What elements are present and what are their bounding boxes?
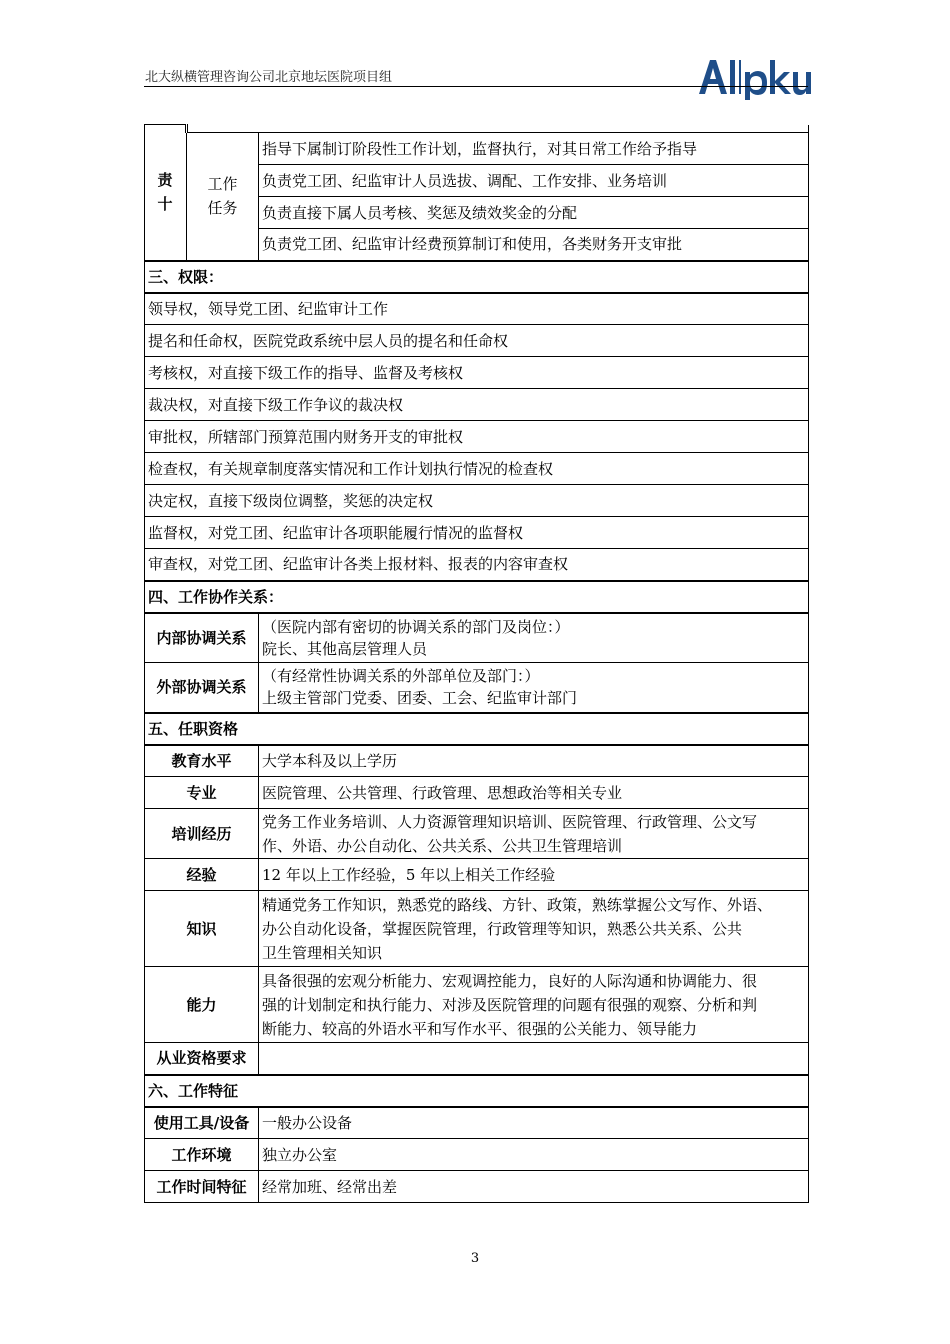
- authority-item: 检查权，有关规章制度落实情况和工作计划执行情况的检查权: [145, 453, 809, 485]
- authority-item: 裁决权，对直接下级工作争议的裁决权: [145, 389, 809, 421]
- job-description-table: [144, 124, 809, 1203]
- qualification-label: 培训经历: [145, 809, 259, 859]
- qualification-value: 精通党务工作知识，熟悉党的路线、方针、政策，熟练掌握公文写作、外语、 办公自动化设备，掌握医院管理，行政管理等知识，熟悉公共关系、公共 卫生管理相关知识: [259, 891, 809, 967]
- responsibility-side-label: 责 十: [145, 125, 187, 261]
- feature-value: 经常加班、经常出差: [259, 1171, 809, 1203]
- qualification-value: 具备很强的宏观分析能力、宏观调控能力，良好的人际沟通和协调能力、很 强的计划制定和执行能力、对涉及医院管理的问题有很强的观察、分析和判 断能力、较高的外语水平和写作水平、很强的公关能力、领导能力: [259, 967, 809, 1043]
- qualification-value: 12 年以上工作经验，5 年以上相关工作经验: [259, 859, 809, 891]
- internal-coordination-value: （医院内部有密切的协调关系的部门及岗位：） 院长、其他高层管理人员: [259, 613, 809, 663]
- qualification-label: 教育水平: [145, 745, 259, 777]
- header-org-name: 北大纵横管理咨询公司北京地坛医院项目组: [145, 70, 393, 85]
- feature-label: 工作时间特征: [145, 1171, 259, 1203]
- feature-label: 工作环境: [145, 1139, 259, 1171]
- header-rule: [144, 86, 808, 87]
- alpku-logo: [697, 56, 812, 100]
- authority-item: 提名和任命权，医院党政系统中层人员的提名和任命权: [145, 325, 809, 357]
- authority-item: 领导权，领导党工团、纪监审计工作: [145, 293, 809, 325]
- section-qualification-title: 五、任职资格: [145, 713, 809, 745]
- qualification-label: 知识: [145, 891, 259, 967]
- top-spacer-row: [145, 125, 809, 133]
- task-item: 指导下属制订阶段性工作计划，监督执行，对其日常工作给予指导: [259, 133, 809, 165]
- authority-item: 审查权，对党工团、纪监审计各类上报材料、报表的内容审查权: [145, 549, 809, 581]
- feature-value: 一般办公设备: [259, 1107, 809, 1139]
- authority-item: 决定权，直接下级岗位调整，奖惩的决定权: [145, 485, 809, 517]
- qualification-label: 能力: [145, 967, 259, 1043]
- qualification-label: 专业: [145, 777, 259, 809]
- feature-label: 使用工具/设备: [145, 1107, 259, 1139]
- task-item: 负责党工团、纪监审计人员选拔、调配、工作安排、业务培训: [259, 165, 809, 197]
- work-task-label: 工作 任务: [187, 133, 259, 261]
- authority-item: 监督权，对党工团、纪监审计各项职能履行情况的监督权: [145, 517, 809, 549]
- task-item: 负责党工团、纪监审计经费预算制订和使用，各类财务开支审批: [259, 229, 809, 261]
- feature-value: 独立办公室: [259, 1139, 809, 1171]
- internal-coordination-label: 内部协调关系: [145, 613, 259, 663]
- page-number: 3: [470, 1251, 480, 1266]
- section-cooperation-title: 四、工作协作关系：: [145, 581, 809, 613]
- authority-item: 考核权，对直接下级工作的指导、监督及考核权: [145, 357, 809, 389]
- authority-item: 审批权，所辖部门预算范围内财务开支的审批权: [145, 421, 809, 453]
- qualification-value: 医院管理、公共管理、行政管理、思想政治等相关专业: [259, 777, 809, 809]
- qualification-value: [259, 1043, 809, 1075]
- qualification-label: 从业资格要求: [145, 1043, 259, 1075]
- qualification-value: 大学本科及以上学历: [259, 745, 809, 777]
- external-coordination-label: 外部协调关系: [145, 663, 259, 713]
- external-coordination-value: （有经常性协调关系的外部单位及部门：） 上级主管部门党委、团委、工会、纪监审计部门: [259, 663, 809, 713]
- section-authority-title: 三、权限：: [145, 261, 809, 293]
- task-item: 负责直接下属人员考核、奖惩及绩效奖金的分配: [259, 197, 809, 229]
- qualification-value: 党务工作业务培训、人力资源管理知识培训、医院管理、行政管理、公文写 作、外语、办公自动化、公共关系、公共卫生管理培训: [259, 809, 809, 859]
- section-features-title: 六、工作特征: [145, 1075, 809, 1107]
- qualification-label: 经验: [145, 859, 259, 891]
